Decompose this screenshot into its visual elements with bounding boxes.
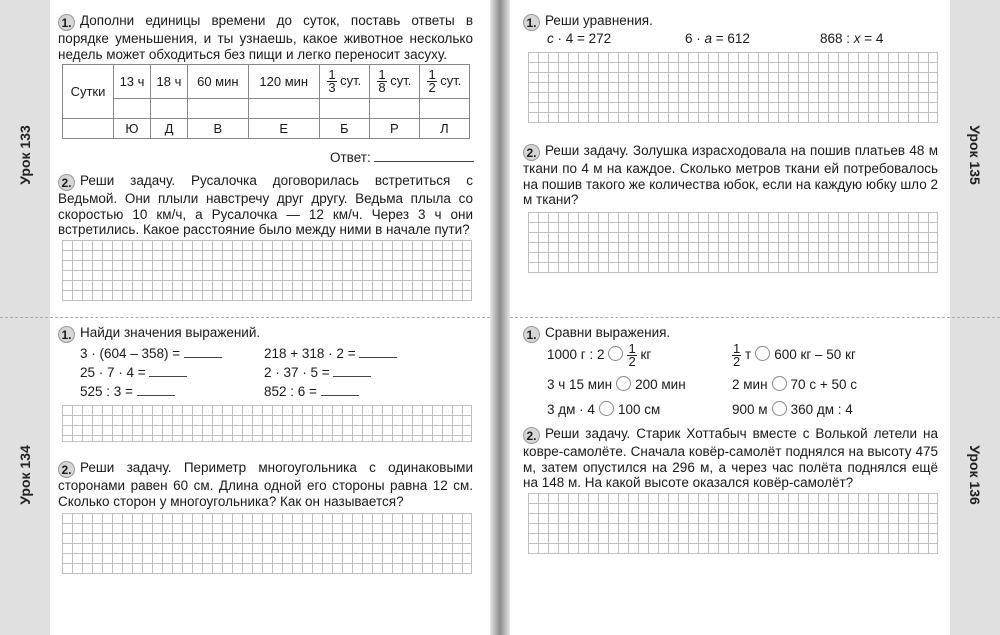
letter-cell: Р — [369, 119, 419, 139]
task-text: Сравни выражения. — [545, 325, 671, 340]
answer-line[interactable] — [330, 150, 474, 165]
compare-circle[interactable] — [616, 376, 631, 391]
compare-circle[interactable] — [755, 346, 770, 361]
compare-circle[interactable] — [608, 346, 623, 361]
answer-grid[interactable] — [62, 405, 472, 442]
answer-cell[interactable] — [319, 99, 369, 119]
l135-task2 — [523, 143, 938, 208]
cut-line — [0, 317, 490, 318]
empty-cell — [63, 119, 114, 139]
task-number: 2. — [523, 427, 540, 444]
answer-grid[interactable] — [528, 212, 938, 273]
l134-task2 — [58, 460, 473, 509]
header-cell: $\frac{1}{3}$ сут. — [319, 65, 369, 99]
expression: 2 · 37 · 5 = — [264, 365, 371, 380]
answer-cell[interactable] — [369, 99, 419, 119]
answer-grid[interactable] — [62, 240, 472, 301]
expression: 218 + 318 · 2 = — [264, 346, 397, 361]
header-cell: $\frac{1}{2}$ сут. — [419, 65, 469, 99]
answer-cell[interactable] — [419, 99, 469, 119]
letter-cell: Е — [248, 119, 319, 139]
blank[interactable] — [333, 366, 371, 377]
task-text: Реши задачу. Русалочка договорилась встретиться с Ведьмой. Они плыли навстречу друг другу. Ведьма плыла со скоростью 10 км/ч, а Русалочка — 12 км/ч. Через 3 ч они встретились. Какое расстояние было между ними в начале пути? — [58, 173, 473, 237]
letter-cell: Б — [319, 119, 369, 139]
compare-circle[interactable] — [772, 401, 787, 416]
answer-cell[interactable] — [248, 99, 319, 119]
task-number: 1. — [523, 326, 540, 343]
task-number: 1. — [58, 14, 75, 31]
comparison: 3 ч 15 мин 200 мин — [547, 377, 686, 392]
answer-cell[interactable] — [187, 99, 248, 119]
lesson-135-label: Урок 135 — [967, 125, 983, 185]
blank[interactable] — [137, 385, 175, 396]
task-number: 2. — [58, 461, 75, 478]
task-number: 1. — [523, 14, 540, 31]
blank[interactable] — [149, 366, 187, 377]
header-cell: $\frac{1}{8}$ сут. — [369, 65, 419, 99]
equation: 6 · a = 612 — [685, 31, 750, 46]
blank[interactable] — [359, 347, 397, 358]
task-number: 1. — [58, 326, 75, 343]
answer-grid[interactable] — [528, 493, 938, 554]
comparison: 1000 г : 2 $\frac{1}{2}$ кг — [547, 341, 652, 369]
comparison: $\frac{1}{2}$ т 600 кг – 50 кг — [733, 341, 856, 369]
l136-task1 — [523, 325, 938, 343]
book-spine — [490, 0, 510, 635]
expression: 525 : 3 = — [80, 384, 175, 399]
task-text: Реши задачу. Золушка израсходовала на пошив платьев 48 м ткани по 4 м на каждое. Сколько метров ткани ей потребовалось на пошив такого же количества юбок, если на каждую юбку шло 2 м ткани? — [523, 143, 938, 207]
row-label: Сутки — [63, 65, 114, 119]
task-text: Реши уравнения. — [545, 13, 653, 28]
header-cell: 13 ч — [114, 65, 151, 99]
left-page — [0, 0, 490, 635]
cut-line — [510, 317, 1000, 318]
compare-circle[interactable] — [772, 376, 787, 391]
answer-grid[interactable] — [528, 52, 938, 123]
blank[interactable] — [184, 347, 222, 358]
answer-label: Ответ: — [330, 150, 371, 165]
equation: c · 4 = 272 — [547, 31, 612, 46]
l136-task2 — [523, 426, 938, 491]
l133-task1 — [58, 13, 473, 62]
l135-task1 — [523, 13, 938, 31]
blank[interactable] — [321, 385, 359, 396]
letter-cell: Ю — [114, 119, 151, 139]
l133-task2 — [58, 173, 473, 238]
comparison: 2 мин 70 с + 50 с — [732, 377, 857, 392]
task-text: Дополни единицы времени до суток, поставь ответы в порядке уменьшения, и ты узнаешь, какое животное несколько недель может обходиться без пищи и легко переносит засуху. — [58, 13, 473, 62]
letter-cell: Л — [419, 119, 469, 139]
lesson-136-label: Урок 136 — [967, 445, 983, 505]
header-cell: 120 мин — [248, 65, 319, 99]
lesson-134-label: Урок 134 — [17, 445, 33, 505]
header-cell: 60 мин — [187, 65, 248, 99]
answer-cell[interactable] — [114, 99, 151, 119]
task-text: Реши задачу. Старик Хоттабыч вместе с Волькой летели на ковре-самолёте. Сначала ковёр-самолёт поднялся на высоту 475 м, затем опустился на 296 м, а через час полёта поднялся ещё на 148 м. На какой высоте оказался ковёр-самолёт? — [523, 426, 938, 490]
expression: 852 : 6 = — [264, 384, 359, 399]
task-text: Реши задачу. Периметр многоугольника с одинаковыми сторонами равен 60 см. Длина одной его стороны равна 12 см. Сколько сторон у многоугольника? Как он называется? — [58, 460, 473, 509]
header-cell: 18 ч — [150, 65, 187, 99]
answer-grid[interactable] — [62, 513, 472, 574]
compare-circle[interactable] — [599, 401, 614, 416]
answer-cell[interactable] — [150, 99, 187, 119]
task-number: 2. — [58, 174, 75, 191]
time-table — [62, 64, 470, 139]
lesson-133-label: Урок 133 — [17, 125, 33, 185]
task-text: Найди значения выражений. — [80, 325, 261, 340]
letter-cell: Д — [150, 119, 187, 139]
comparison: 900 м 360 дм : 4 — [732, 402, 853, 417]
expression: 3 · (604 – 358) = — [80, 346, 222, 361]
task-number: 2. — [523, 144, 540, 161]
letter-cell: В — [187, 119, 248, 139]
l134-task1 — [58, 325, 473, 343]
equation: 868 : x = 4 — [820, 31, 884, 46]
right-page — [510, 0, 1000, 635]
comparison: 3 дм · 4 100 см — [547, 402, 661, 417]
expression: 25 · 7 · 4 = — [80, 365, 187, 380]
